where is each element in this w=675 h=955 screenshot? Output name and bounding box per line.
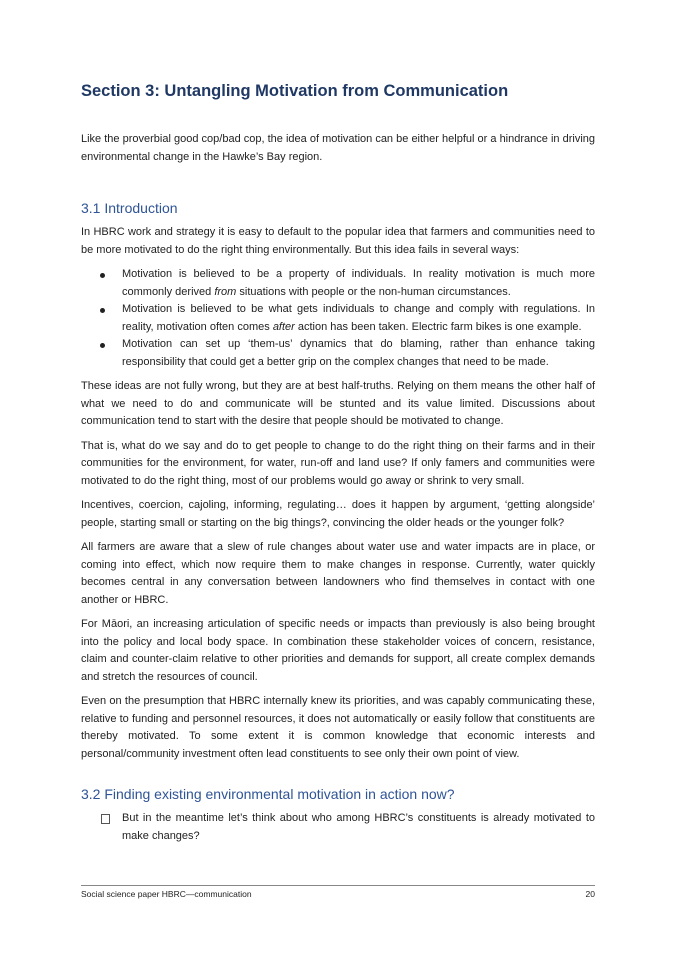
subsection-heading-existing-motivation: 3.2 Finding existing environmental motivation in action now? — [81, 786, 455, 802]
section-intro — [81, 131, 595, 166]
bullet-icon — [100, 308, 105, 313]
checkbox-list — [81, 810, 595, 845]
empty-box-icon — [101, 814, 110, 824]
checkbox-list-item: But in the meantime let’s think about who among HBRC’s constituents is already motivated to make changes? — [81, 810, 595, 845]
bullet-item: Motivation can set up ‘them-us’ dynamics that do blaming, rather than enhance taking responsibility that could get a better grip on the complex changes that need to be made. — [81, 336, 595, 371]
body-paragraph: All farmers are aware that a slew of rule changes about water use and water impacts are in place, or coming into effect, which now require them to make changes in response. Currently, water quickly becomes central in any conversation between landowners who find themselves in contact with one another or HBRC. — [81, 541, 595, 606]
introduction-lead: In HBRC work and strategy it is easy to default to the popular idea that farmers and communities need to be more motivated to do the right thing environmentally. But this idea fails in several ways: — [81, 226, 595, 256]
bullet-item: Motivation is believed to be a property of individuals. In reality motivation is much more commonly derived from situations with people or the non-human circumstances. — [81, 266, 595, 301]
section-title: Section 3: Untangling Motivation from Communication — [81, 82, 509, 100]
footer-divider — [81, 885, 595, 886]
body-paragraph: These ideas are not fully wrong, but they are at best half-truths. Relying on them means the other half of what we need to do and communicate will be stunted and its value limited. Discussions about communication tend to start with the desire that people should be motivated to change. — [81, 380, 595, 427]
body-paragraph: That is, what do we say and do to get people to change to do the right thing on their farms and in their communities for the environment, for water, run-off and land use? If only famers and communities were motivated to do the right thing, most of our problems would go away or shrink to very small. — [81, 439, 595, 487]
body-paragraph: Incentives, coercion, cajoling, informing, regulating… does it happen by argument, ‘getting alongside’ people, starting small or starting on the big things?, convincing the older heads or the younger folk? — [81, 499, 595, 529]
footer-title: Social science paper HBRC—communication — [81, 889, 252, 899]
bullet-item: Motivation is believed to be what gets individuals to change and comply with regulations. In reality, motivation often comes after action has been taken. Electric farm bikes is one example. — [81, 301, 595, 336]
intro-paragraph: Like the proverbial good cop/bad cop, the idea of motivation can be either helpful or a hindrance in driving environmental change in the Hawke’s Bay region. — [81, 133, 595, 163]
bullet-list — [81, 266, 595, 371]
bullet-icon — [100, 273, 105, 278]
page-number: 20 — [585, 889, 595, 899]
body-paragraph: Even on the presumption that HBRC internally knew its priorities, and was capably communicating these, relative to funding and personnel resources, it does not automatically or easily follow that constituents are thereby motivated. To some extent it is common knowledge that economic interests and personal/community investment often lead constituents to see only their own point of view. — [81, 695, 595, 760]
bullet-icon — [100, 343, 105, 348]
existing-motivation-body — [81, 810, 595, 845]
introduction-body — [81, 224, 595, 763]
body-paragraph: For Māori, an increasing articulation of specific needs or impacts than previously is also being brought into the policy and local body space. In combination these stakeholder voices of concern, resistance, claim and counter-claim relative to other priorities and demands for support, all create complex demands and stretch the resources of council. — [81, 618, 595, 683]
subsection-heading-introduction: 3.1 Introduction — [81, 200, 178, 216]
